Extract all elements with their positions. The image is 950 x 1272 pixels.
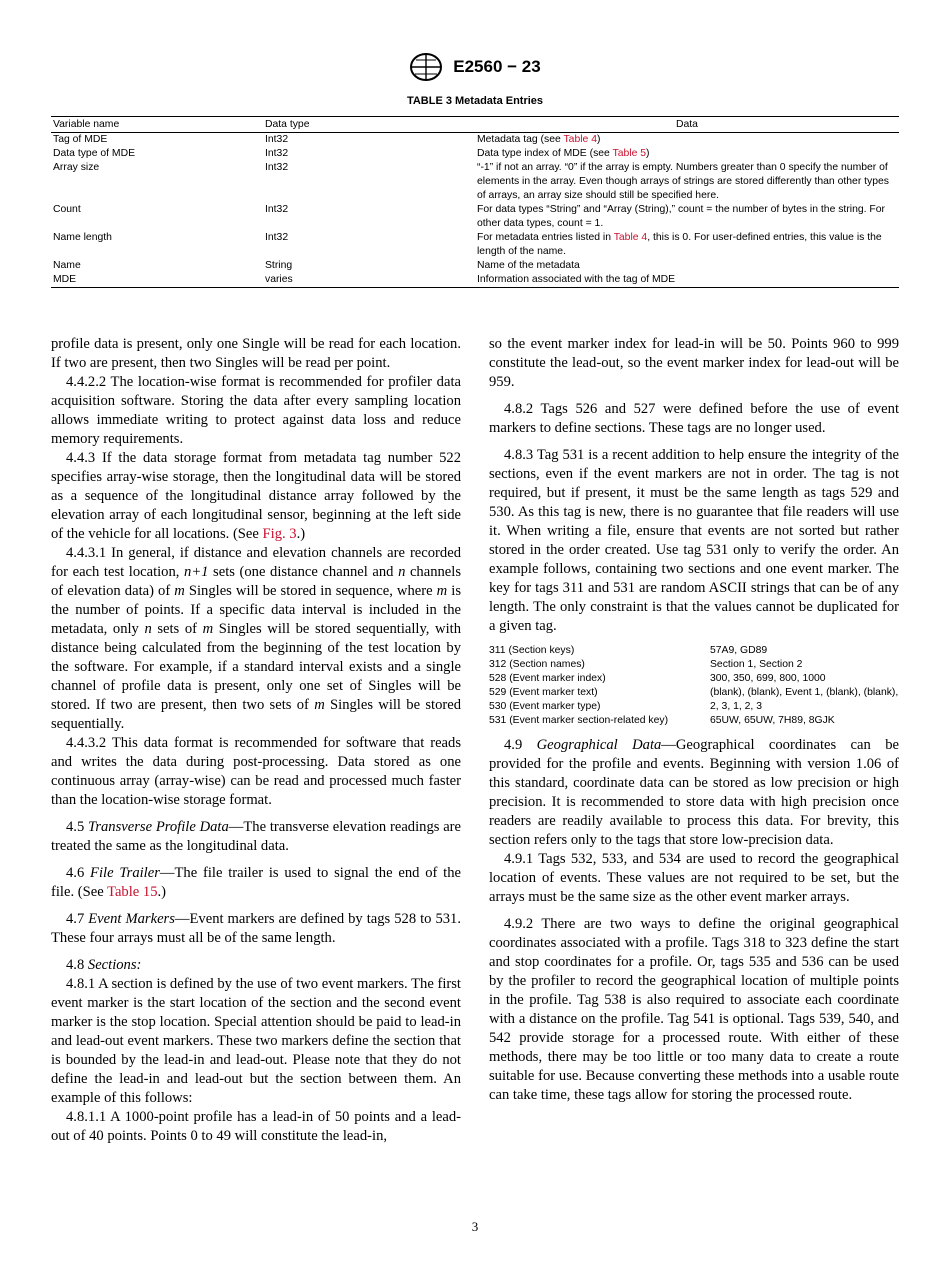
data-cell: Name of the metadata: [477, 260, 580, 271]
variable-name-cell: Name length: [53, 232, 112, 243]
variable-name-cell: Data type of MDE: [53, 148, 136, 159]
data-type-cell: String: [265, 260, 293, 271]
table-header-row: [51, 117, 899, 133]
paragraph-4-8-1-1: 4.8.1.1 A 1000-point profile has a lead-in of 50 points and a lead-out of 40 points. Points 0 to 49 will constitute the lead-in,: [51, 1109, 461, 1144]
example-value: 57A9, GD89: [710, 645, 768, 656]
data-type-cell: varies: [263, 273, 475, 288]
paragraph-4-5: 4.5 Transverse Profile Data—The transverse elevation readings are treated the same as the longitudinal data.: [51, 819, 462, 854]
example-key: 528 (Event marker index): [489, 673, 606, 684]
paragraph-4-4-3-1: 4.4.3.1 In general, if distance and elevation channels are recorded for each test location, n+1 sets (one distance channel and n channels of elevation data) of m Singles will be stored in sequence, where m is the number of points. If a specific data interval is included in the metadata, only n sets of m Singles will be stored sequentially, with distance being calculated from the beginning of the test location by the software. For example, if a standard interval exists and a single channel of profile data is present, only one set of Singles will be stored. If two are present, then two sets of m Singles will be stored sequentially.: [51, 545, 462, 732]
paragraph-4-7: 4.7 Event Markers—Event markers are defined by tags 528 to 531. These four arrays must all be of the same length.: [51, 911, 462, 946]
variable-name-cell: MDE: [51, 273, 263, 288]
section-title: Transverse Profile Data: [88, 819, 229, 835]
example-row: [489, 686, 899, 700]
example-row: [489, 700, 899, 714]
astm-logo-icon: [409, 52, 443, 82]
example-key: 530 (Event marker type): [489, 701, 601, 712]
table-row: [51, 273, 899, 288]
paragraph: profile data is present, only one Single will be read for each location. If two are present, then two Singles will be read per point.: [51, 336, 461, 371]
data-cell: Metadata tag (see Table 4): [477, 134, 601, 145]
page-header: [0, 52, 950, 82]
standard-designation: E2560 − 23: [453, 57, 541, 76]
table-row: [51, 133, 899, 148]
table-row: [51, 161, 899, 203]
variable-name-cell: Tag of MDE: [53, 134, 108, 145]
example-value: (blank), (blank), Event 1, (blank), (blank),: [710, 687, 899, 698]
data-type-cell: Int32: [265, 162, 289, 173]
example-value: 300, 350, 699, 800, 1000: [710, 673, 826, 684]
fig-3-link[interactable]: Fig. 3: [262, 526, 297, 542]
metadata-entries-table: [51, 116, 899, 288]
paragraph: so the event marker index for lead-in will be 50. Points 960 to 999 constitute the lead-out, so the event marker index for lead-out will be 959.: [489, 336, 899, 390]
table-5-link[interactable]: Table 5: [612, 148, 647, 159]
example-key: 312 (Section names): [489, 659, 585, 670]
table-row: [51, 231, 899, 259]
paragraph-4-9-2: 4.9.2 There are two ways to define the original geographical coordinates associated with a profile. Tags 318 to 323 define the start and stop coordinates for a profile. Or, tags 535 and 536 can be used by the profiler to record the geographical location of multiple points in the profile. Tag 538 is also required to associate each coordinate with a distance on the profile. Tag 541 is optional. Tags 539, 540, and 542 provide storage for a processed route. With either of these methods, there may be too little or too many data to create a route suitable for use. Because converting these methods into a usable route can take time, these tags allow for storing the processed route.: [489, 916, 899, 1103]
data-cell: For metadata entries listed in Table 4, this is 0. For user-defined entries, this value is the length of the name.: [477, 232, 882, 257]
data-type-cell: Int32: [265, 134, 289, 145]
column-header: Data: [475, 117, 899, 133]
table-row: [51, 259, 899, 273]
paragraph-4-4-3: 4.4.3 If the data storage format from metadata tag number 522 specifies array-wise storage, then the longitudinal data will be stored as a sequence of the longitudinal distance array followed by the elevation array of each longitudinal sensor, beginning at the left side of the vehicle for all locations. (See Fig. 3.): [51, 450, 461, 542]
table-caption: TABLE 3 Metadata Entries: [406, 95, 544, 107]
table-row: [51, 147, 899, 161]
example-key: 529 (Event marker text): [489, 687, 598, 698]
example-row: [489, 644, 899, 658]
example-value: 2, 3, 1, 2, 3: [710, 701, 762, 712]
example-value: Section 1, Section 2: [710, 659, 803, 670]
tag-example-table: [489, 644, 899, 728]
data-cell: For data types “String” and “Array (String),” count = the number of bytes in the string. For other data types, count = 1.: [477, 204, 886, 229]
example-key: 531 (Event marker section-related key): [489, 715, 669, 726]
example-row: [489, 658, 899, 672]
example-key: 311 (Section keys): [489, 645, 575, 656]
paragraph-4-4-2-2: 4.4.2.2 The location-wise format is recommended for profiler data acquisition software. Storing the data after every sampling location allows immediate writing to protect against data loss and reduce memory requirements.: [51, 374, 461, 447]
paragraph-4-6: 4.6 File Trailer—The file trailer is used to signal the end of the file. (See Table 15.): [51, 865, 462, 900]
table-row: [51, 203, 899, 231]
variable-name-cell: Array size: [53, 162, 100, 173]
table-4-link[interactable]: Table 4: [613, 232, 648, 243]
section-title: File Trailer: [90, 865, 160, 881]
data-cell: “-1” if not an array. “0” if the array is empty. Numbers greater than 0 specify the number of elements in the array. Even though arrays of strings are stored differently than other types of arrays, an array size should still be specified here.: [477, 162, 889, 201]
variable-name-cell: Name: [53, 260, 81, 271]
section-title: Geographical Data: [536, 737, 662, 753]
data-type-cell: Int32: [265, 204, 289, 215]
paragraph-4-8: 4.8 Sections:: [66, 957, 142, 973]
paragraph-4-9-1: 4.9.1 Tags 532, 533, and 534 are used to record the geographical location of events. These values are not required to be set, but the arrays must be the same size as the other event marker arrays.: [489, 851, 899, 905]
section-title: Event Markers: [88, 911, 175, 927]
data-type-cell: Int32: [265, 232, 289, 243]
example-value: 65UW, 65UW, 7H89, 8GJK: [710, 715, 835, 726]
paragraph-4-8-2: 4.8.2 Tags 526 and 527 were defined before the use of event markers to define sections. These tags are no longer used.: [489, 401, 899, 436]
page-number: 3: [471, 1219, 479, 1234]
data-cell: Information associated with the tag of MDE: [475, 273, 899, 288]
section-title: Sections:: [87, 957, 142, 973]
left-column: [51, 335, 461, 1146]
data-type-cell: Int32: [265, 148, 289, 159]
data-cell: Data type index of MDE (see Table 5): [477, 148, 650, 159]
example-row: [489, 672, 899, 686]
paragraph-4-9: 4.9 Geographical Data—Geographical coordinates can be provided for the profile and events. Beginning with version 1.06 of this standard, coordinate data can be stored as low precision or high precision. It is recommended to store data with high precision once readers are readily available to process this data. For brevity, this section refers only to the tags that store low-precision data.: [489, 737, 899, 848]
column-header: Data type: [263, 117, 475, 133]
paragraph-4-8-3: 4.8.3 Tag 531 is a recent addition to help ensure the integrity of the sections, even if the event markers are not in order. The tag is not required, but if present, it must be the same length as tags 529 and 530. As this tag is new, there is no guarantee that file readers will use it. When writing a file, ensure that events are not sorted but rather stored in the order created. Use tag 531 only to verify the order. An example follows, containing two sections and one event marker. The key for tags 311 and 531 are random ASCII strings that can be of any length. The only constraint is that the values cannot be duplicated for a given tag.: [489, 447, 899, 634]
example-row: [489, 714, 899, 728]
variable-name-cell: Count: [53, 204, 81, 215]
table-4-link[interactable]: Table 4: [563, 134, 597, 145]
table-15-link[interactable]: Table 15: [107, 884, 158, 900]
right-column: [489, 335, 899, 1105]
column-header: Variable name: [51, 117, 263, 133]
paragraph-4-8-1: 4.8.1 A section is defined by the use of two event markers. The first event marker is the start location of the section and the second event marker is the stop location. Special attention should be paid to lead-in and lead-out event markers. These two markers define the section that is bounded by the lead-in and lead-out. Please note that they do not define the lead-in and lead-out but the section between them. An example of this follows:: [51, 976, 461, 1106]
paragraph-4-4-3-2: 4.4.3.2 This data format is recommended for software that reads and writes the data during post-processing. Data stored as one continuous array (array-wise) can be read and processed much faster than the location-wise storage format.: [51, 735, 461, 808]
